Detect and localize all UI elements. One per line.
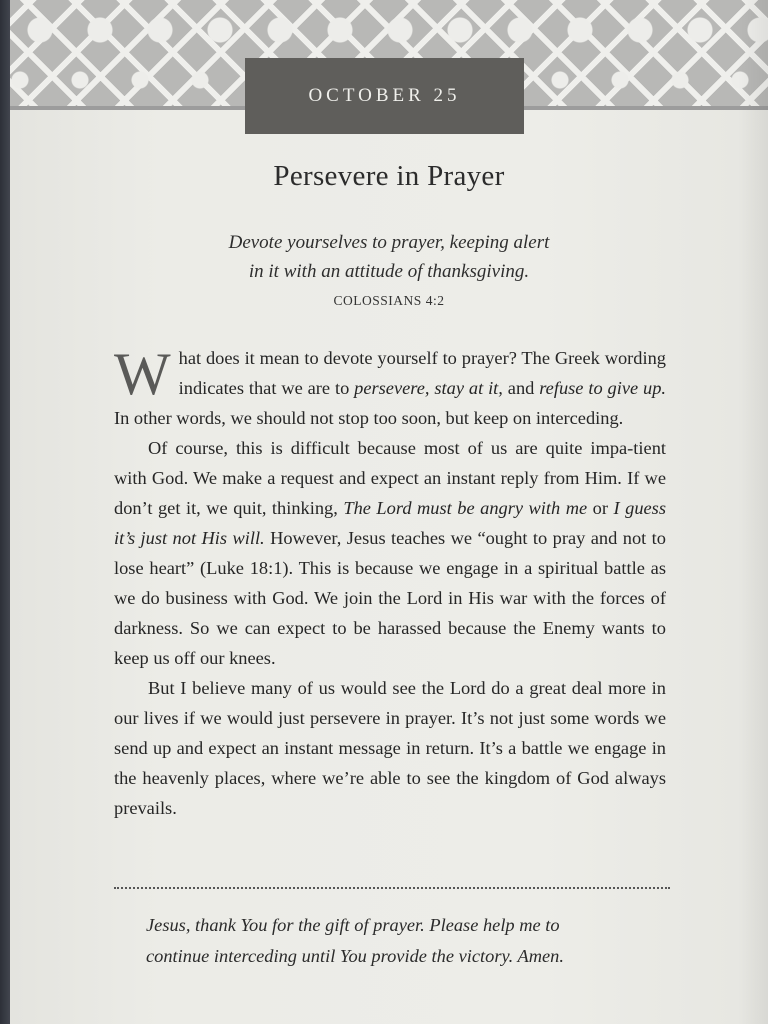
- paragraph: [114, 343, 666, 433]
- drop-cap: W: [114, 341, 171, 407]
- emphasis: persevere, stay at it,: [354, 378, 503, 398]
- paragraph: But I believe many of us would see the Lord do a great deal more in our lives if we would just persevere in prayer. It’s not just some words we send up and expect an instant message in return. It’s a battle we engage in the heavenly places, where we’re able to see the kingdom of God always prevails.: [114, 678, 666, 818]
- text-run: In other words, we should not stop too soon, but keep on interceding.: [114, 408, 624, 428]
- emphasis: I guess it’s just not His will.: [114, 498, 666, 548]
- prayer-line: Jesus, thank You for the gift of prayer. Please help me to: [146, 915, 560, 935]
- text-run: hat does it mean to devote yourself to prayer? The Greek wording indicates that we are to: [178, 348, 666, 398]
- scripture-verse: [10, 228, 768, 286]
- verse-line: Devote yourselves to prayer, keeping alert: [228, 232, 550, 253]
- date-banner: OCTOBER 25: [245, 58, 524, 134]
- closing-prayer: [146, 910, 646, 972]
- book-page: [10, 0, 768, 1024]
- paragraph: [114, 433, 666, 673]
- devotional-body: [114, 343, 666, 823]
- dotted-divider: [114, 887, 670, 889]
- prayer-line: continue interceding until You provide the victory. Amen.: [146, 946, 564, 966]
- verse-line: in it with an attitude of thanksgiving.: [248, 261, 530, 282]
- page-title: Persevere in Prayer: [273, 160, 505, 192]
- verse-reference: COLOSSIANS 4:2: [333, 293, 445, 308]
- text-run: or: [587, 498, 614, 518]
- text-run: and: [502, 378, 540, 398]
- text-run: However, Jesus teaches we “ought to pray and not to lose heart” (Luke 18:1). This is because we engage in a spiritual battle as we do business with God. We join the Lord in His war with the forces of darkness. So we can expect to be harassed because the Enemy wants to keep us off our knees.: [114, 528, 666, 668]
- text-run: Of course, this is difficult because most of us are quite impa-tient with God. We make a request and expect an instant reply from Him. If we don’t get it, we quit, thinking,: [114, 438, 666, 518]
- emphasis: The Lord must be angry with me: [343, 498, 588, 518]
- page-shadow: [738, 0, 768, 1024]
- emphasis: refuse to give up.: [539, 378, 666, 398]
